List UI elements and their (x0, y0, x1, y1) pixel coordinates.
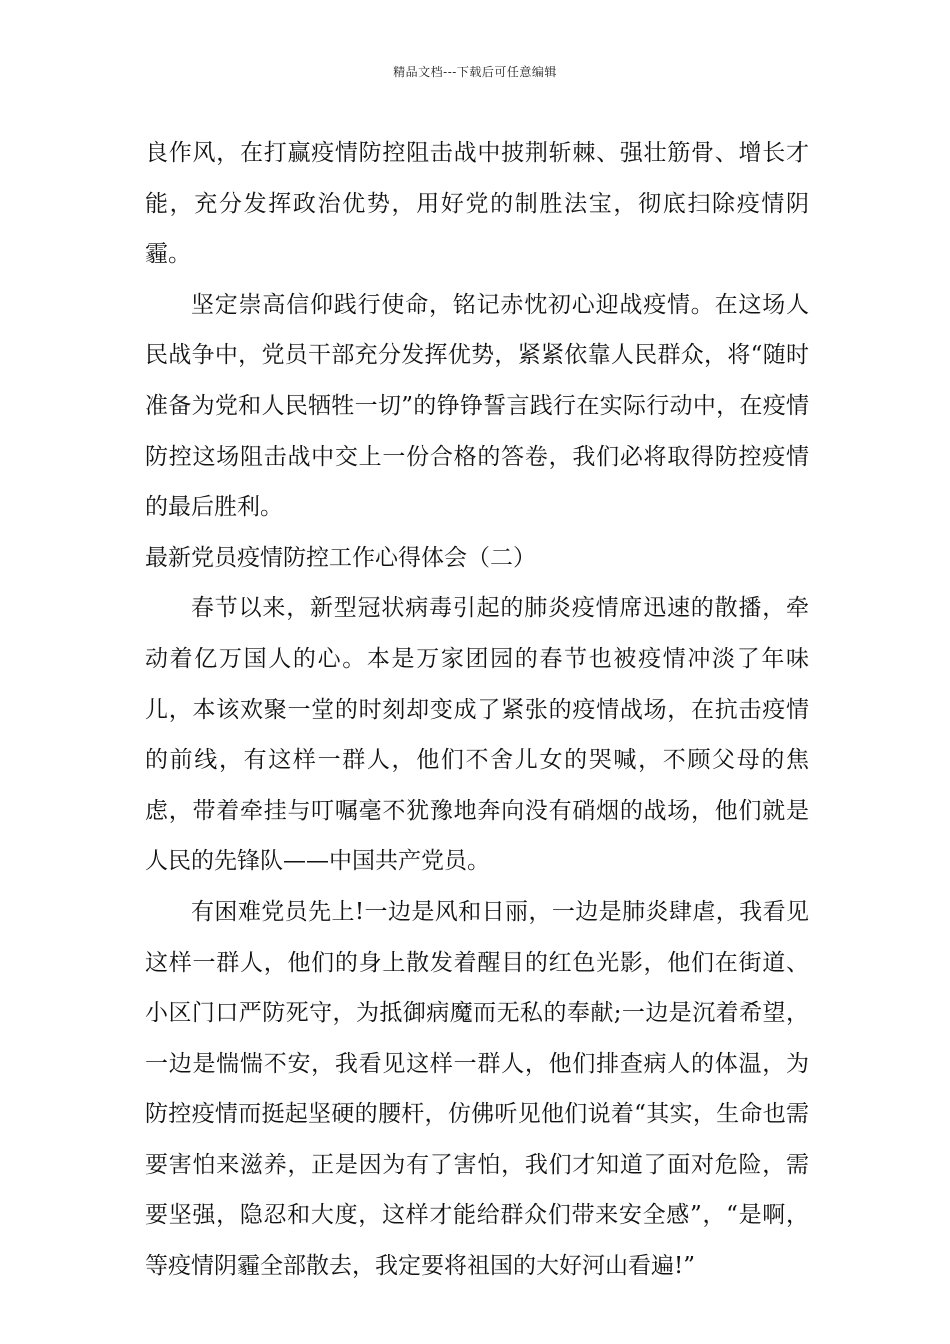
page-header: 精品文档---下载后可任意编辑 (393, 65, 557, 79)
paragraph-faith: 坚定崇高信仰践行使命，铭记赤忱初心迎战疫情。在这场人民战争中，党员干部充分发挥优势，紧紧依靠人民群众，将“随时准备为党和人民牺牲一切”的铮铮誓言践行在实际行动中，在疫情防控这场阻击战中交上一份合格的答卷，我们必将取得防控疫情的最后胜利。 (145, 291, 809, 521)
paragraph-party-members-first: 有困难党员先上!一边是风和日丽，一边是肺炎肆虐，我看见这样一群人，他们的身上散发着醒目的红色光影，他们在街道、小区门口严防死守，为抵御病魔而无私的奉献;一边是沉着希望，一边是惴惴不安，我看见这样一群人，他们排查病人的体温，为防控疫情而挺起坚硬的腰杆，仿佛听见他们说着“其实，生命也需要害怕来滋养，正是因为有了害怕，我们才知道了面对危险，需要坚强，隐忍和大度，这样才能给群众们带来安全感”，“是啊，等疫情阴霾全部散去，我定要将祖国的大好河山看遍!” (145, 898, 809, 1280)
paragraph-continuation: 良作风，在打赢疫情防控阻击战中披荆斩棘、强壮筋骨、增长才能，充分发挥政治优势，用好党的制胜法宝，彻底扫除疫情阴霾。 (145, 140, 809, 268)
section-heading: 最新党员疫情防控工作心得体会（二） (145, 544, 536, 571)
document-body (145, 128, 809, 1292)
paragraph-spring-festival: 春节以来，新型冠状病毒引起的肺炎疫情席迅速的散播，牵动着亿万国人的心。本是万家团园的春节也被疫情冲淡了年味儿，本该欢聚一堂的时刻却变成了紧张的疫情战场，在抗击疫情的前线，有这样一群人，他们不舍儿女的哭喊，不顾父母的焦虑，带着牵挂与叮嘱毫不犹豫地奔向没有硝烟的战场，他们就是人民的先锋队——中国共产党员。 (145, 595, 809, 875)
